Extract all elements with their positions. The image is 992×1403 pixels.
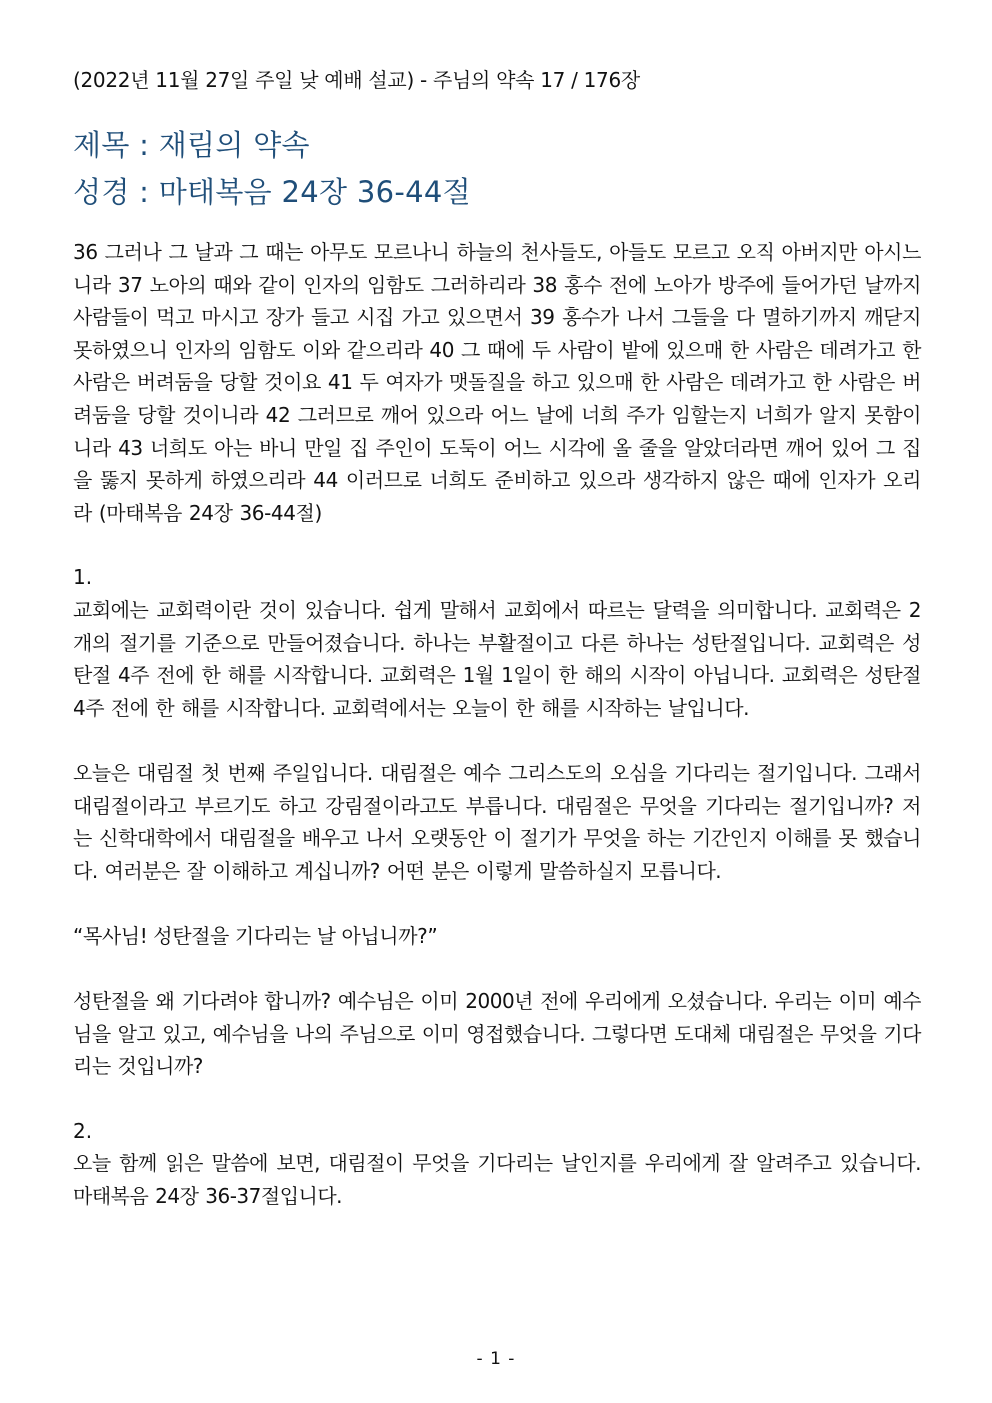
paragraph-gap: [73, 952, 921, 985]
section-number-1: 1.: [73, 565, 93, 590]
paragraph: 오늘은 대림절 첫 번째 주일입니다. 대림절은 예수 그리스도의 오심을 기다리는 절기입니다. 그래서 대림절이라고 부르기도 하고 강림절이라고도 부릅니다. 대림절은 무엇을 기다리는 절기입니까? 저는 신학대학에서 대림절을 배우고 나서 오랫동안 이 절기가 무엇을 하는 기간인지 이해를 못 했습니다. 여러분은 잘 이해하고 계십니까? 어떤 분은 이렇게 말씀하실지 모릅니다.: [73, 760, 921, 883]
paragraph-gap: [73, 724, 921, 757]
paragraph: 성탄절을 왜 기다려야 합니까? 예수님은 이미 2000년 전에 우리에게 오셨습니다. 우리는 이미 예수님을 알고 있고, 예수님을 나의 주님으로 이미 영접했습니다. 그렇다면 도대체 대림절은 무엇을 기다리는 것입니까?: [73, 989, 921, 1079]
paragraph-gap: [73, 887, 921, 920]
section-number-2: 2.: [73, 1118, 93, 1143]
sermon-title: 제목 : 재림의 약속: [73, 128, 310, 162]
paragraph: 오늘 함께 읽은 말씀에 보면, 대림절이 무엇을 기다리는 날인지를 우리에게 잘 알려주고 있습니다. 마태복음 24장 36-37절입니다.: [73, 1151, 921, 1209]
page-number: - 1 -: [476, 1349, 516, 1369]
sermon-header: (2022년 11월 27일 주일 낮 예배 설교) - 주님의 약속 17 / 176장: [73, 68, 640, 92]
scripture-reference: 성경 : 마태복음 24장 36-44절: [73, 175, 471, 209]
quoted-speech: “목사님! 성탄절을 기다리는 날 아닙니까?”: [73, 923, 438, 948]
title-block: [73, 122, 921, 216]
document-page: [73, 62, 921, 1213]
scripture-passage: 36 그러나 그 날과 그 때는 아무도 모르나니 하늘의 천사들도, 아들도 모르고 오직 아버지만 아시느니라 37 노아의 때와 같이 인자의 임함도 그러하리라 38 홍수 전에 노아가 방주에 들어가던 날까지 사람들이 먹고 마시고 장가 들고 시집 가고 있으면서 39 홍수가 나서 그들을 다 멸하기까지 깨닫지 못하였으니 인자의 임함도 이와 같으리라 40 그 때에 두 사람이 밭에 있으매 한 사람은 데려가고 한 사람은 버려둠을 당할 것이요 41 두 여자가 맷돌질을 하고 있으매 한 사람은 데려가고 한 사람은 버려둠을 당할 것이니라 42 그러므로 깨어 있으라 어느 날에 너희 주가 임할는지 너희가 알지 못함이니라 43 너희도 아는 바니 만일 집 주인이 도둑이 어느 시각에 올 줄을 알았더라면 깨어 있어 그 집을 뚫지 못하게 하였으리라 44 이러므로 너희도 준비하고 있으라 생각하지 않은 때에 인자가 오리라 (마태복음 24장 36-44절): [73, 240, 921, 525]
paragraph: 교회에는 교회력이란 것이 있습니다. 쉽게 말해서 교회에서 따르는 달력을 의미합니다. 교회력은 2개의 절기를 기준으로 만들어졌습니다. 하나는 부활절이고 다른 하나는 성탄절입니다. 교회력은 성탄절 4주 전에 한 해를 시작합니다. 교회력은 1월 1일이 한 해의 시작이 아닙니다. 교회력은 성탄절 4주 전에 한 해를 시작합니다. 교회력에서는 오늘이 한 해를 시작하는 날입니다.: [73, 597, 921, 720]
